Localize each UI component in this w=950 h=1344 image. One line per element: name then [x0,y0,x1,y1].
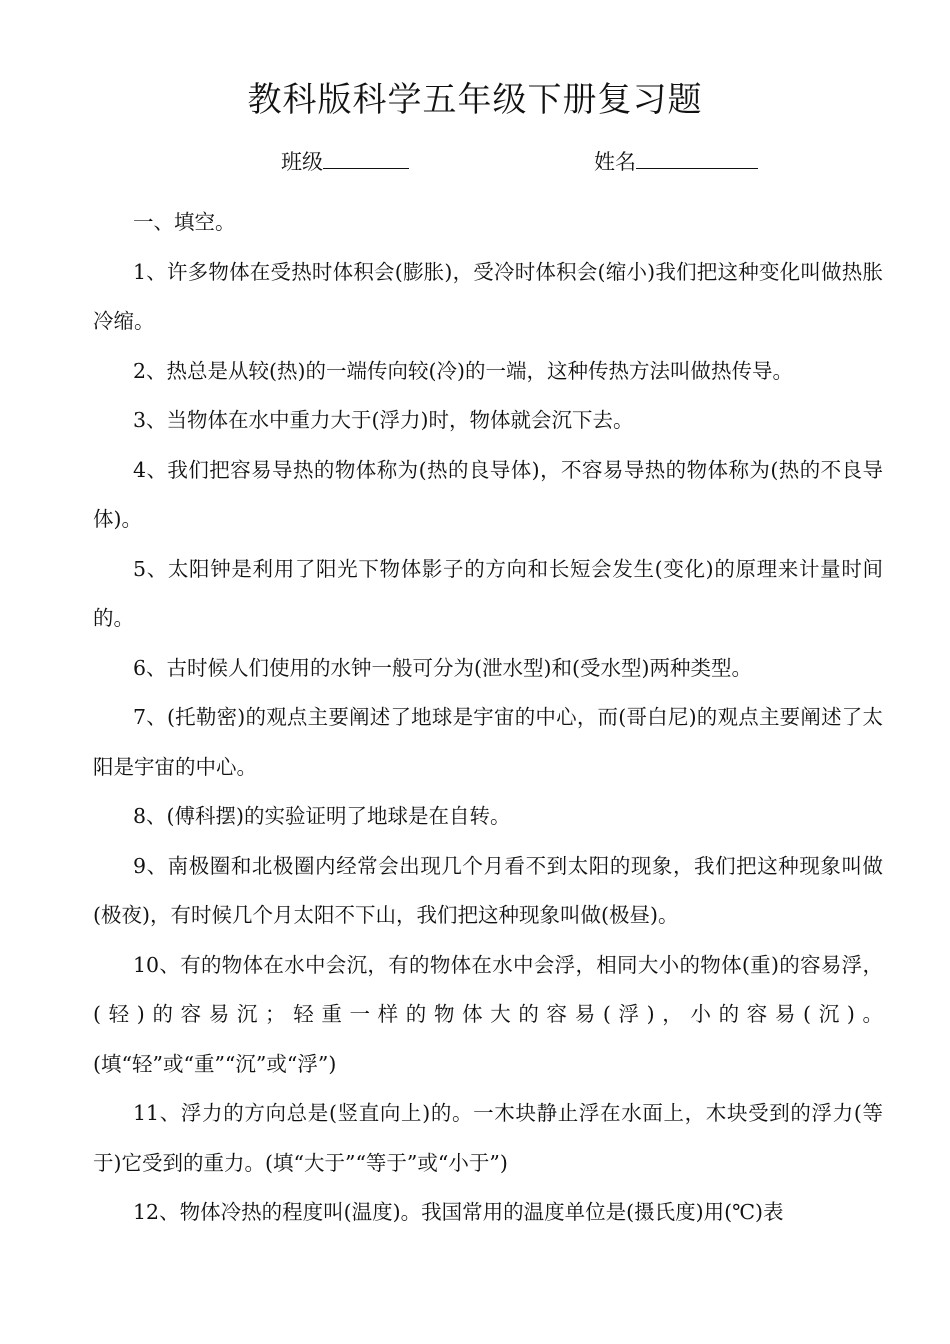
question-item: 7、(托勒密)的观点主要阐述了地球是宇宙的中心，而(哥白尼)的观点主要阐述了太阳是宇宙的中心。 [93,705,883,779]
question-item: 5、太阳钟是利用了阳光下物体影子的方向和长短会发生(变化)的原理来计量时间的。 [93,556,883,630]
question-item: 8、(傅科摆)的实验证明了地球是在自转。 [133,804,511,828]
name-field [594,146,758,177]
class-label: 班级 [281,150,323,174]
question-item: 3、当物体在水中重力大于(浮力)时，物体就会沉下去。 [133,408,634,432]
section-heading: 一、填空。 [133,210,236,234]
name-label: 姓名 [594,150,636,174]
class-field [281,146,409,177]
question-item: 4、我们把容易导热的物体称为(热的良导体)，不容易导热的物体称为(热的不良导体)。 [93,457,883,531]
question-body [93,198,883,1238]
question-item: 6、古时候人们使用的水钟一般可分为(泄水型)和(受水型)两种类型。 [133,655,753,680]
question-item: 12、物体冷热的程度叫(温度)。我国常用的温度单位是(摄氏度)用(℃)表 [133,1200,784,1224]
question-item: 9、南极圈和北极圈内经常会出现几个月看不到太阳的现象，我们把这种现象叫做(极夜)，有时候几个月太阳不下山，我们把这种现象叫做(极昼)。 [93,853,883,927]
class-blank-line [323,146,409,169]
question-item: 11、浮力的方向总是(竖直向上)的。一木块静止浮在水面上，木块受到的浮力(等于)它受到的重力。(填“大于”“等于”或“小于”) [93,1101,883,1175]
question-item: 2、热总是从较(热)的一端传向较(冷)的一端，这种传热方法叫做热传导。 [133,358,794,383]
name-blank-line [636,146,758,169]
question-item: 10、有的物体在水中会沉，有的物体在水中会浮，相同大小的物体(重)的容易浮，(轻)的容易沉；轻重一样的物体大的容易(浮)，小的容易(沉)。(填“轻”或“重”“沉”或“浮”) [93,952,883,1076]
question-item: 1、许多物体在受热时体积会(膨胀)，受冷时体积会(缩小)我们把这种变化叫做热胀冷缩。 [93,259,883,333]
document-title: 教科版科学五年级下册复习题 [247,80,703,120]
